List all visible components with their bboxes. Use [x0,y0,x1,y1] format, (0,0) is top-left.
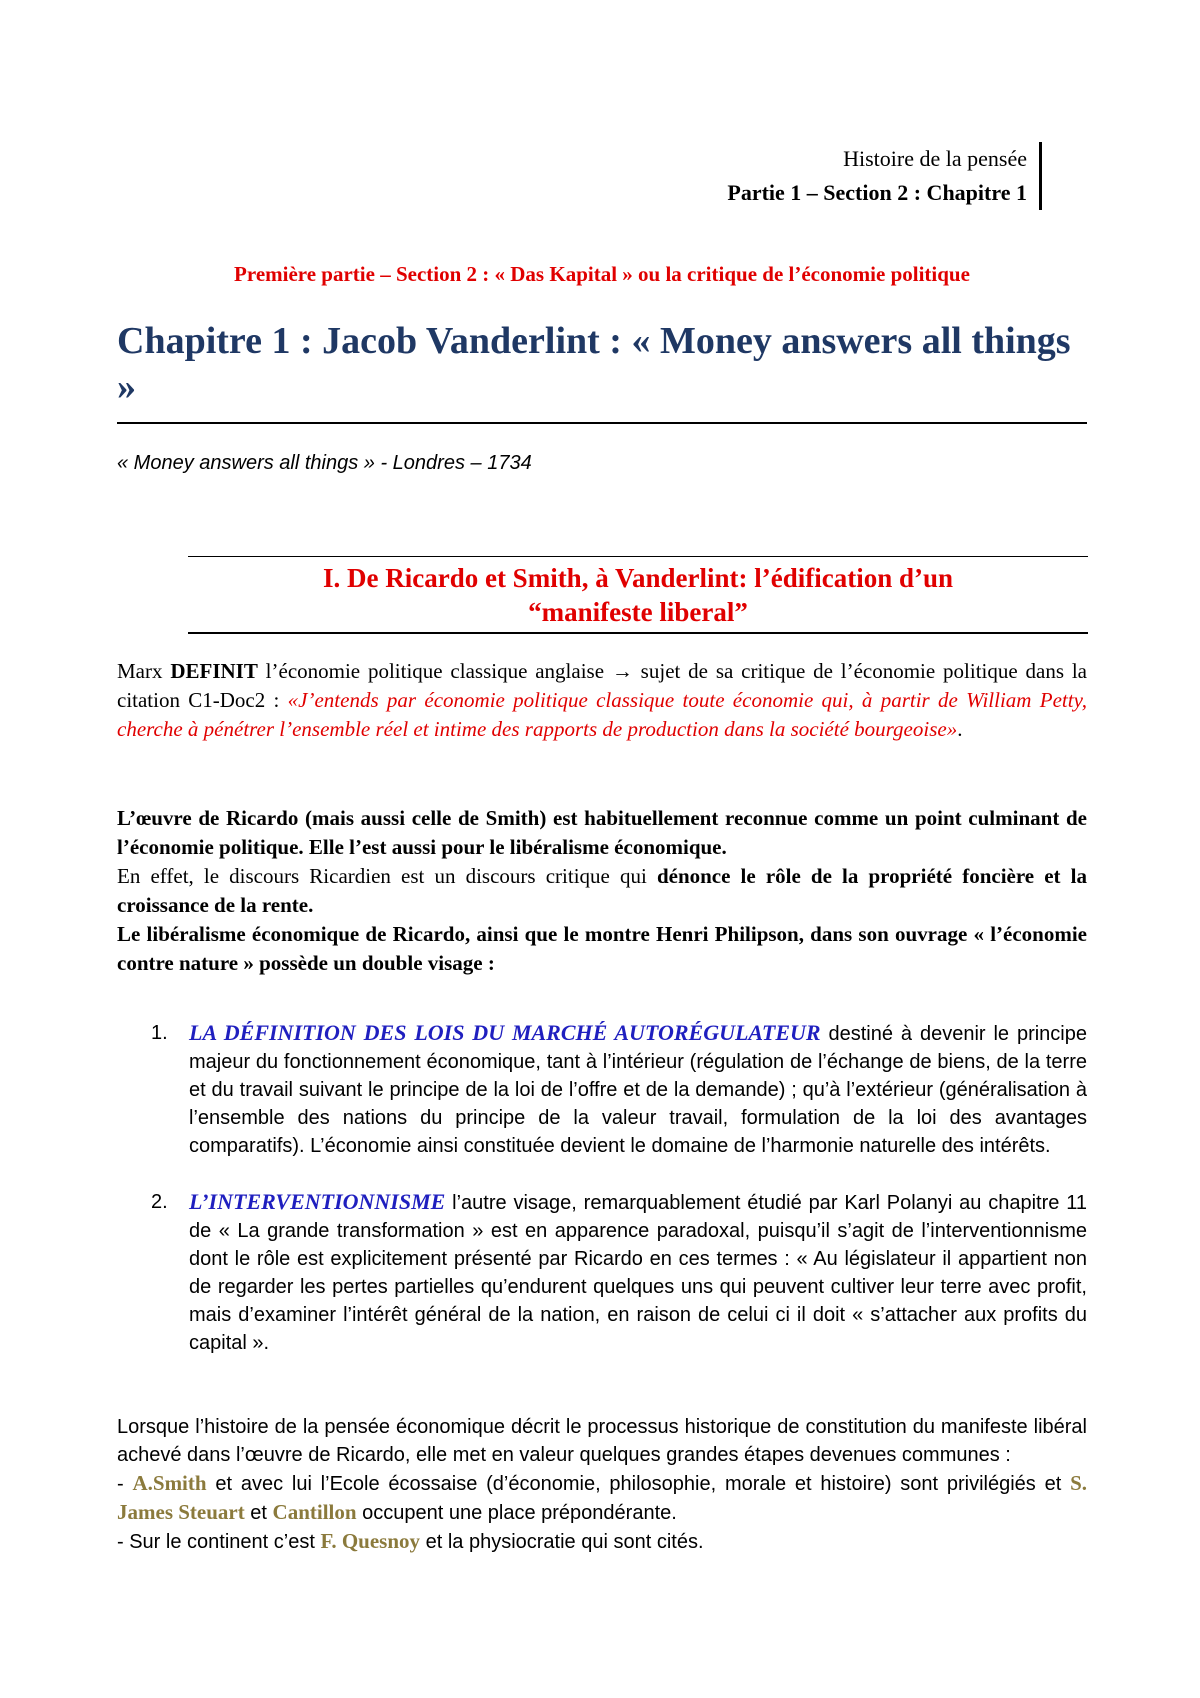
list-item [117,1019,1087,1160]
list-item-number: 2. [151,1191,168,1213]
list-item-title: LA DÉFINITION DES LOIS DU MARCHÉ AUTORÉGULATEUR [189,1020,821,1045]
list-item-number: 1. [151,1022,168,1044]
double-visage-list [117,1019,1087,1357]
author-steuart: S. James Steuart [117,1471,1088,1524]
source-citation: « Money answers all things » - Londres – 1734 [117,452,532,474]
header-section: Partie 1 – Section 2 : Chapitre 1 [727,180,1027,205]
author-quesnoy: F. Quesnoy [320,1529,421,1553]
bullet-text: - Sur le continent c’est [117,1531,321,1553]
para1-keyword: DEFINIT [170,659,258,683]
para1-start: Marx [117,659,171,683]
list-item-text: destiné à devenir le principe majeur du fonctionnement économique, tant à l’intérieur (régulation de l’échange de biens, de la terre et du travail suivant le principe de la loi de l’offre et de la demande) ; qu’à l’extérieur (généralisation à l’ensemble des nations du principe de la valeur travail, formulation de la loi des avantages comparatifs). L’économie ainsi constituée devient le domaine de l’harmonie naturelle des intérêts. [189,1023,1087,1157]
ricardo-sentence-2 [117,862,1087,920]
history-bullet-continent [117,1527,1087,1556]
section-heading-line1: I. De Ricardo et Smith, à Vanderlint: l’édification d’un [322,563,954,593]
bullet-text-end: occupent une place prépondérante. [356,1502,677,1524]
history-intro: Lorsque l’histoire de la pensée économique décrit le processus historique de constitution du manifeste libéral achevé dans l’œuvre de Ricardo, elle met en valeur quelques grandes étapes devenues communes : [117,1416,1087,1466]
history-bullet-scotland [117,1469,1087,1527]
bullet-text-end: et la physiocratie qui sont cités. [420,1531,704,1553]
bullet-and: et [244,1502,273,1524]
list-item-text: l’autre visage, remarquablement étudié par Karl Polanyi au chapitre 11 de « La grande transformation » est en apparence paradoxal, puisqu’il s’agit de l’interventionnisme dont le rôle est explicitement présenté par Ricardo en ces termes : « Au législateur il appartient non de regarder les pertes partielles qu’endurent quelques uns qui peuvent cultiver leur terre avec profit, mais d’examiner l’intérêt général de la nation, en raison de celui ci il doit « s’attacher aux profits du capital ». [189,1192,1087,1354]
ricardo-sentence-2-start: En effet, le discours Ricardien est un discours critique qui [117,864,657,888]
header-course: Histoire de la pensée [843,146,1027,171]
bullet-dash: - [117,1473,133,1495]
para1-end: . [957,717,963,741]
marx-quote: «J’entends par économie politique classique toute économie qui, à partir de William Petty, cherche à pénétrer l’ensemble réel et intime des rapports de production dans la société bourgeoise» [117,688,1087,741]
bullet-text: et avec lui l’Ecole écossaise (d’économie, philosophie, morale et histoire) sont privilégiés et [206,1473,1071,1495]
section-heading [188,556,1088,634]
running-header [727,142,1042,210]
ricardo-sentence-1: L’œuvre de Ricardo (mais aussi celle de Smith) est habituellement reconnue comme un point culminant de l’économie politique. Elle l’est aussi pour le libéralisme économique. [117,806,1087,859]
list-item [117,1188,1087,1357]
ricardo-sentence-2-emphasis: dénonce le rôle de la propriété foncière et la croissance de la rente. [117,864,1088,917]
part-title: Première partie – Section 2 : « Das Kapital » ou la critique de l’économie politique [234,262,970,286]
list-item-title: L’INTERVENTIONNISME [189,1189,446,1214]
ricardo-sentence-3: Le libéralisme économique de Ricardo, ainsi que le montre Henri Philipson, dans son ouvrage « l’économie contre nature » possède un double visage : [117,922,1087,975]
author-cantillon: Cantillon [272,1500,357,1524]
paragraph-history-stages [117,1413,1087,1556]
chapter-title: Chapitre 1 : Jacob Vanderlint : « Money answers all things » [117,318,1087,424]
author-smith: A.Smith [132,1471,207,1495]
paragraph-ricardo [117,804,1087,978]
section-heading-line2: “manifeste liberal” [528,597,748,627]
para1-middle: l’économie politique classique anglaise → sujet de sa critique de l’économie politique dans la citation C1-Doc2 : [117,659,1087,712]
paragraph-marx-definition [117,657,1087,744]
